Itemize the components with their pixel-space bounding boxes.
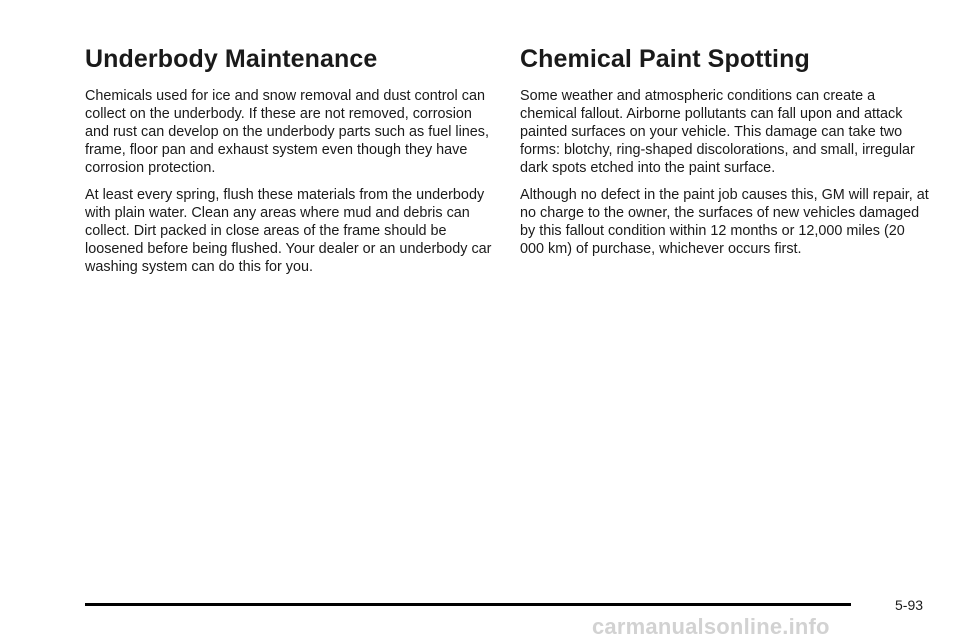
- watermark-text: carmanualsonline.info: [592, 614, 830, 639]
- underbody-paragraph-1: Chemicals used for ice and snow removal and dust control can collect on the underbody. If these are not removed, corrosion and rust can develop on the underbody parts such as fuel lines, frame, floor pan and exhaust system even though they have corrosion protection.: [85, 88, 489, 176]
- chemical-paint-spotting-heading: Chemical Paint Spotting: [520, 45, 810, 73]
- underbody-maintenance-heading: Underbody Maintenance: [85, 45, 378, 73]
- underbody-paragraph-2: At least every spring, flush these materials from the underbody with plain water. Clean any areas where mud and debris can collect. Dirt packed in close areas of the frame should be loosened before being flushed. Your dealer or an underbody car washing system can do this for you.: [85, 187, 492, 275]
- left-column: [85, 44, 497, 285]
- right-column: [520, 44, 932, 267]
- paint-spotting-paragraph-1: Some weather and atmospheric conditions can create a chemical fallout. Airborne pollutants can fall upon and attack painted surfaces on your vehicle. This damage can take two forms: blotchy, ring-shaped discolorations, and small, irregular dark spots etched into the paint surface.: [520, 88, 915, 176]
- footer-rule: [85, 603, 851, 606]
- page-number: 5-93: [895, 597, 924, 613]
- paint-spotting-paragraph-2: Although no defect in the paint job causes this, GM will repair, at no charge to the owner, the surfaces of new vehicles damaged by this fallout condition within 12 months or 12,000 miles (20 000 km) of purchase, whichever occurs first.: [520, 187, 929, 257]
